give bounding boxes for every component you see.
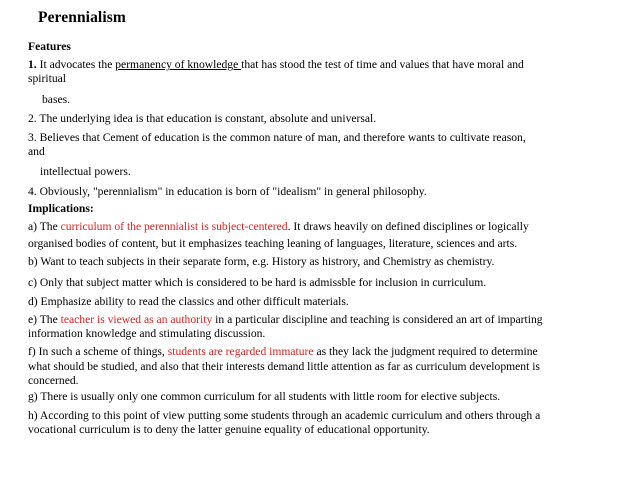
implication-f [28, 345, 628, 388]
implication-f-line-1 [28, 345, 628, 359]
feature-3 [28, 131, 628, 180]
feature-1-line-1 [28, 58, 628, 72]
implication-g: g) There is usually only one common curriculum for all students with little room for elective subjects. [28, 390, 501, 404]
feature-2: 2. The underlying idea is that education is constant, absolute and universal. [28, 111, 377, 125]
implication-h-line-1: h) According to this point of view putting some students through an academic curriculum and others through a [28, 409, 541, 423]
implication-e-line-2: information knowledge and stimulating discussion. [28, 327, 266, 341]
feature-3-line-2: and [28, 145, 45, 159]
feature-1-number: 1. [28, 58, 37, 72]
implication-a-line-1 [28, 220, 628, 234]
permanency-of-knowledge-link: permanency of knowledge [115, 58, 242, 72]
features-heading: Features [28, 40, 71, 53]
implication-a-text-a: a) The [28, 220, 61, 234]
implication-a-text-b: . It draws heavily on defined disciplines or logically [287, 220, 529, 234]
implication-e-text-a: e) The [28, 313, 61, 327]
feature-1 [28, 58, 628, 107]
implication-e-highlight: teacher is viewed as an authority [60, 313, 213, 327]
implication-h-line-2: vocational curriculum is to deny the latter genuine equality of educational opportunity. [28, 423, 430, 437]
implication-e-text-b: in a particular discipline and teaching is considered an art of imparting [212, 313, 543, 327]
implication-e-line-1 [28, 313, 628, 327]
implication-c: c) Only that subject matter which is considered to be hard is admissble for inclusion in curriculum. [28, 275, 487, 289]
implication-a-line-2: organised bodies of content, but it emphasizes teaching leaning of languages, literature, sciences and arts. [28, 237, 518, 251]
feature-4: 4. Obviously, "perennialism" in education is born of "idealism" in general philosophy. [28, 184, 427, 198]
implication-h [28, 409, 628, 437]
feature-3-line-1: 3. Believes that Cement of education is the common nature of man, and therefore wants to cultivate reason, [28, 131, 526, 145]
implication-f-text-a: f) In such a scheme of things, [28, 345, 168, 359]
implication-b: b) Want to teach subjects in their separate form, e.g. History as histrory, and Chemistry as chemistry. [28, 255, 495, 269]
feature-1-text-a: It advocates the [36, 58, 116, 72]
implication-d: d) Emphasize ability to read the classics and other difficult materials. [28, 294, 349, 308]
feature-3-line-3: intellectual powers. [40, 165, 131, 179]
implication-f-line-2: what should be studied, and also that their interests demand little attention as far as curriculum development is [28, 359, 540, 373]
feature-1-text-b: that has stood the test of time and values that have moral and [241, 58, 524, 72]
implications-heading: Implications: [28, 201, 94, 215]
implication-a [28, 220, 628, 251]
implication-e [28, 313, 628, 341]
slide-body [28, 40, 628, 438]
implication-f-line-3: concerned. [28, 373, 79, 387]
feature-1-line-3: bases. [42, 92, 71, 106]
implication-f-text-b: as they lack the judgment required to determine [313, 345, 538, 359]
feature-1-line-2: spiritual [28, 72, 66, 86]
slide-title: Perennialism [38, 9, 126, 26]
implication-a-highlight: curriculum of the perennialist is subject-centered [60, 220, 288, 234]
implication-f-highlight: students are regarded immature [167, 345, 314, 359]
